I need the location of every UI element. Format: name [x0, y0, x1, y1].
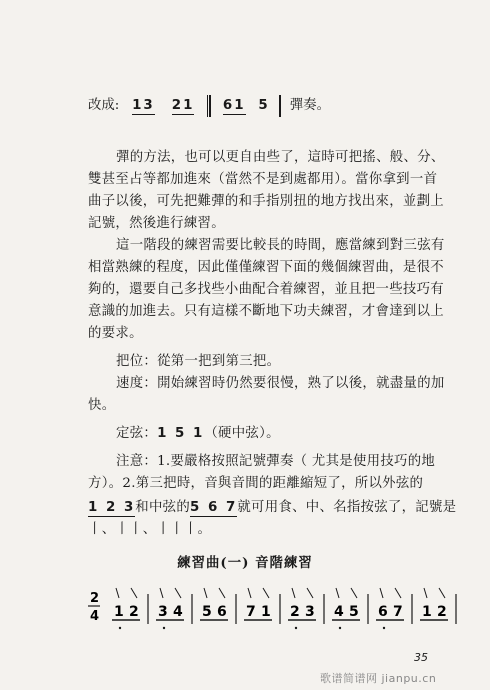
- note-5-1: 5: [349, 604, 359, 620]
- zhuyi-line-2: 方）。2.第三把時，音與音間的距離縮短了，所以外弦的: [88, 476, 424, 491]
- p2-line-4: 意識的加進去。只有這樣不斷地下功夫練習，才會達到以上: [88, 304, 444, 319]
- revision-tail: 彈奏。: [289, 98, 330, 113]
- zhuyi-mid: 和中弦的: [135, 500, 191, 515]
- note-3-0: 7: [246, 604, 256, 620]
- revision-label: 改成:: [88, 98, 120, 113]
- ornament-stroke: [424, 588, 427, 598]
- exercise-score: [88, 580, 460, 650]
- ornament-stroke: [248, 588, 251, 598]
- note-0-0: 1: [114, 604, 124, 620]
- exercise-title: 練習曲(一) 音階練習: [177, 555, 313, 571]
- notation-5: 5: [258, 98, 270, 113]
- time-signature-bottom: 4: [90, 609, 100, 624]
- bawei-line: 把位：從第一把到第三把。: [116, 354, 281, 369]
- note-4-0: 2: [290, 604, 300, 620]
- note-6-0: 6: [378, 604, 388, 620]
- finger-dot-5: [339, 627, 341, 629]
- finger-dot-6: [383, 627, 385, 629]
- ornament-stroke: [160, 588, 163, 598]
- ornament-stroke: [116, 588, 119, 598]
- note-6-1: 7: [393, 604, 403, 620]
- note-1-0: 3: [158, 604, 168, 620]
- p1-line-3: 曲子以後，可先把難彈的和手指別扭的地方找出來，並劃上: [88, 194, 444, 209]
- note-5-0: 4: [334, 604, 344, 620]
- watermark-text: 歌谱简谱网 jianpu.cn: [320, 672, 437, 685]
- finger-dot-0: [119, 627, 121, 629]
- note-1-1: 4: [173, 604, 183, 620]
- zhuyi-line-1: 注意：1.要嚴格按照記號彈奏（ 尤其是使用技巧的地: [116, 454, 436, 469]
- note-2-1: 6: [217, 604, 227, 620]
- p1-line-2: 雙甚至占等都加進來（當然不是到處都用）。當你拿到一首: [88, 172, 438, 187]
- barline: [279, 95, 281, 117]
- finger-dot-4: [295, 627, 297, 629]
- zhuyi-tail: 就可用食、中、名指按弦了，記號是: [237, 500, 457, 515]
- revision-line: [88, 93, 460, 119]
- note-0-1: 2: [129, 604, 139, 620]
- ornament-stroke: [307, 588, 313, 598]
- p1-line-4: 記號，然後進行練習。: [88, 216, 225, 231]
- ornament-stroke: [204, 588, 207, 598]
- p2-line-2: 相當熟練的程度，因此僅僅練習下面的幾個練習曲，是很不: [88, 260, 444, 275]
- dingxian-label: 定弦：: [116, 426, 158, 441]
- zhuyi-notes-567: 5 6 7: [190, 500, 238, 515]
- ornament-stroke: [395, 588, 401, 598]
- notation-61: 61: [222, 98, 246, 113]
- note-3-1: 1: [261, 604, 271, 620]
- ornament-stroke: [219, 588, 225, 598]
- dingxian-notes: 1 5 1: [157, 426, 205, 441]
- zhuyi-line-4: 丨、丨丨、丨丨丨。: [88, 522, 212, 537]
- ornament-stroke: [351, 588, 357, 598]
- sudu-line-1: 速度：開始練習時仍然要很慢，熟了以後，就盡量的加: [116, 376, 445, 391]
- notation-21: 21: [171, 98, 195, 113]
- note-7-1: 2: [437, 604, 447, 620]
- zhuyi-notes-123: 1 2 3: [88, 500, 136, 515]
- note-4-1: 3: [305, 604, 315, 620]
- dingxian-tail: （硬中弦）。: [204, 426, 280, 441]
- p2-line-5: 的要求。: [88, 326, 143, 341]
- time-signature-top: 2: [90, 591, 100, 606]
- ornament-stroke: [175, 588, 181, 598]
- zhuyi-line-3: [88, 498, 460, 518]
- p1-line-1: 彈的方法，也可以更自由些了，這時可把搖、般、分、: [116, 150, 445, 165]
- ornament-stroke: [439, 588, 445, 598]
- dingxian-line: [116, 424, 460, 444]
- note-2-0: 5: [202, 604, 212, 620]
- finger-dot-1: [163, 627, 165, 629]
- sudu-line-2: 快。: [88, 398, 116, 413]
- p2-line-1: 這一階段的練習需要比較長的時間，應當練到對三弦有: [116, 238, 445, 253]
- ornament-stroke: [131, 588, 137, 598]
- ornament-stroke: [263, 588, 269, 598]
- note-7-0: 1: [422, 604, 432, 620]
- ornament-stroke: [380, 588, 383, 598]
- notation-13: 13: [132, 98, 155, 113]
- ornament-stroke: [292, 588, 295, 598]
- double-barline: [207, 95, 211, 117]
- page-number: 35: [414, 651, 428, 664]
- p2-line-3: 夠的，還要自己多找些小曲配合着練習，並且把一些技巧有: [88, 282, 444, 297]
- ornament-stroke: [336, 588, 339, 598]
